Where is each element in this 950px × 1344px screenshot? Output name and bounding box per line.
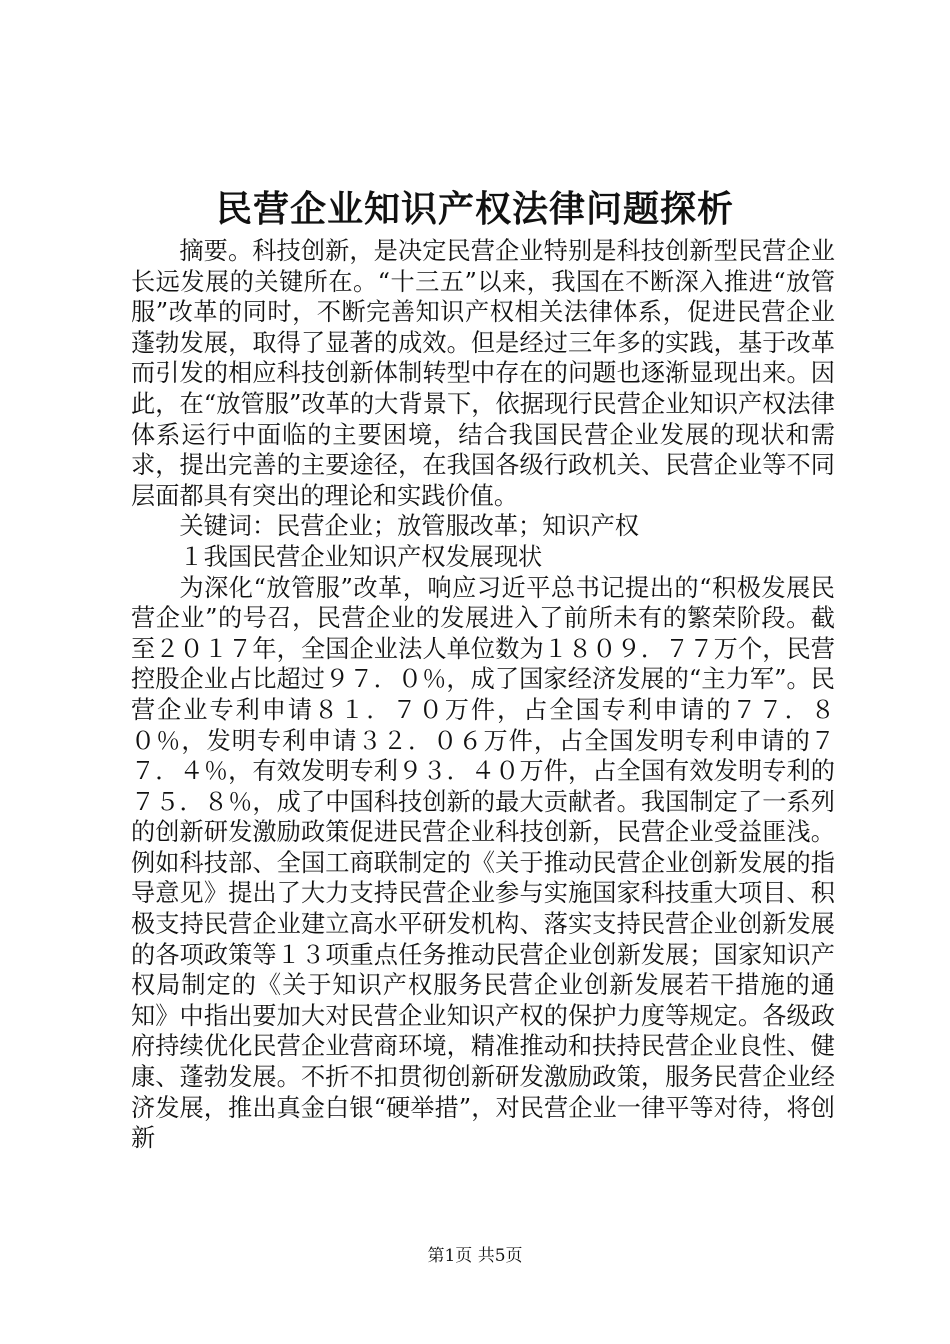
document-body	[131, 236, 835, 1154]
abstract-paragraph: 摘要。科技创新，是决定民营企业特别是科技创新型民营企业长远发展的关键所在。“十三五”以来，我国在不断深入推进“放管服”改革的同时，不断完善知识产权相关法律体系，促进民营企业蓬勃发展，取得了显著的成效。但是经过三年多的实践，基于改革而引发的相应科技创新体制转型中存在的问题也逐渐显现出来。因此，在“放管服”改革的大背景下，依据现行民营企业知识产权法律体系运行中面临的主要困境，结合我国民营企业发展的现状和需求，提出完善的主要途径，在我国各级行政机关、民营企业等不同层面都具有突出的理论和实践价值。	[131, 237, 835, 510]
section-heading: １我国民营企业知识产权发展现状	[179, 542, 543, 571]
body-paragraph: 为深化“放管服”改革，响应习近平总书记提出的“积极发展民营企业”的号召，民营企业的发展进入了前所未有的繁荣阶段。截至２０１７年，全国企业法人单位数为１８０９．７７万个，民营控股企业占比超过９７．０％，成了国家经济发展的“主力军”。民营企业专利申请８１．７０万件，占全国专利申请的７７．８０％，发明专利申请３２．０６万件，占全国发明专利申请的７７．４％，有效发明专利９３．４０万件，占全国有效发明专利的７５．８％，成了中国科技创新的最大贡献者。我国制定了一系列的创新研发激励政策促进民营企业科技创新，民营企业受益匪浅。例如科技部、全国工商联制定的《关于推动民营企业创新发展的指导意见》提出了大力支持民营企业参与实施国家科技重大项目、积极支持民营企业建立高水平研发机构、落实支持民营企业创新发展的各项政策等１３项重点任务推动民营企业创新发展；国家知识产权局制定的《关于知识产权服务民营企业创新发展若干措施的通知》中指出要加大对民营企业知识产权的保护力度等规定。各级政府持续优化民营企业营商环境，精准推动和扶持民营企业良性、健康、蓬勃发展。不折不扣贯彻创新研发激励政策，服务民营企业经济发展，推出真金白银“硬举措”，对民营企业一律平等对待，将创新	[131, 573, 835, 1153]
page-footer: 第1页 共5页	[427, 1246, 523, 1266]
document-title: 民营企业知识产权法律问题探析	[215, 188, 734, 230]
keywords-paragraph: 关键词：民营企业；放管服改革；知识产权	[179, 512, 639, 541]
